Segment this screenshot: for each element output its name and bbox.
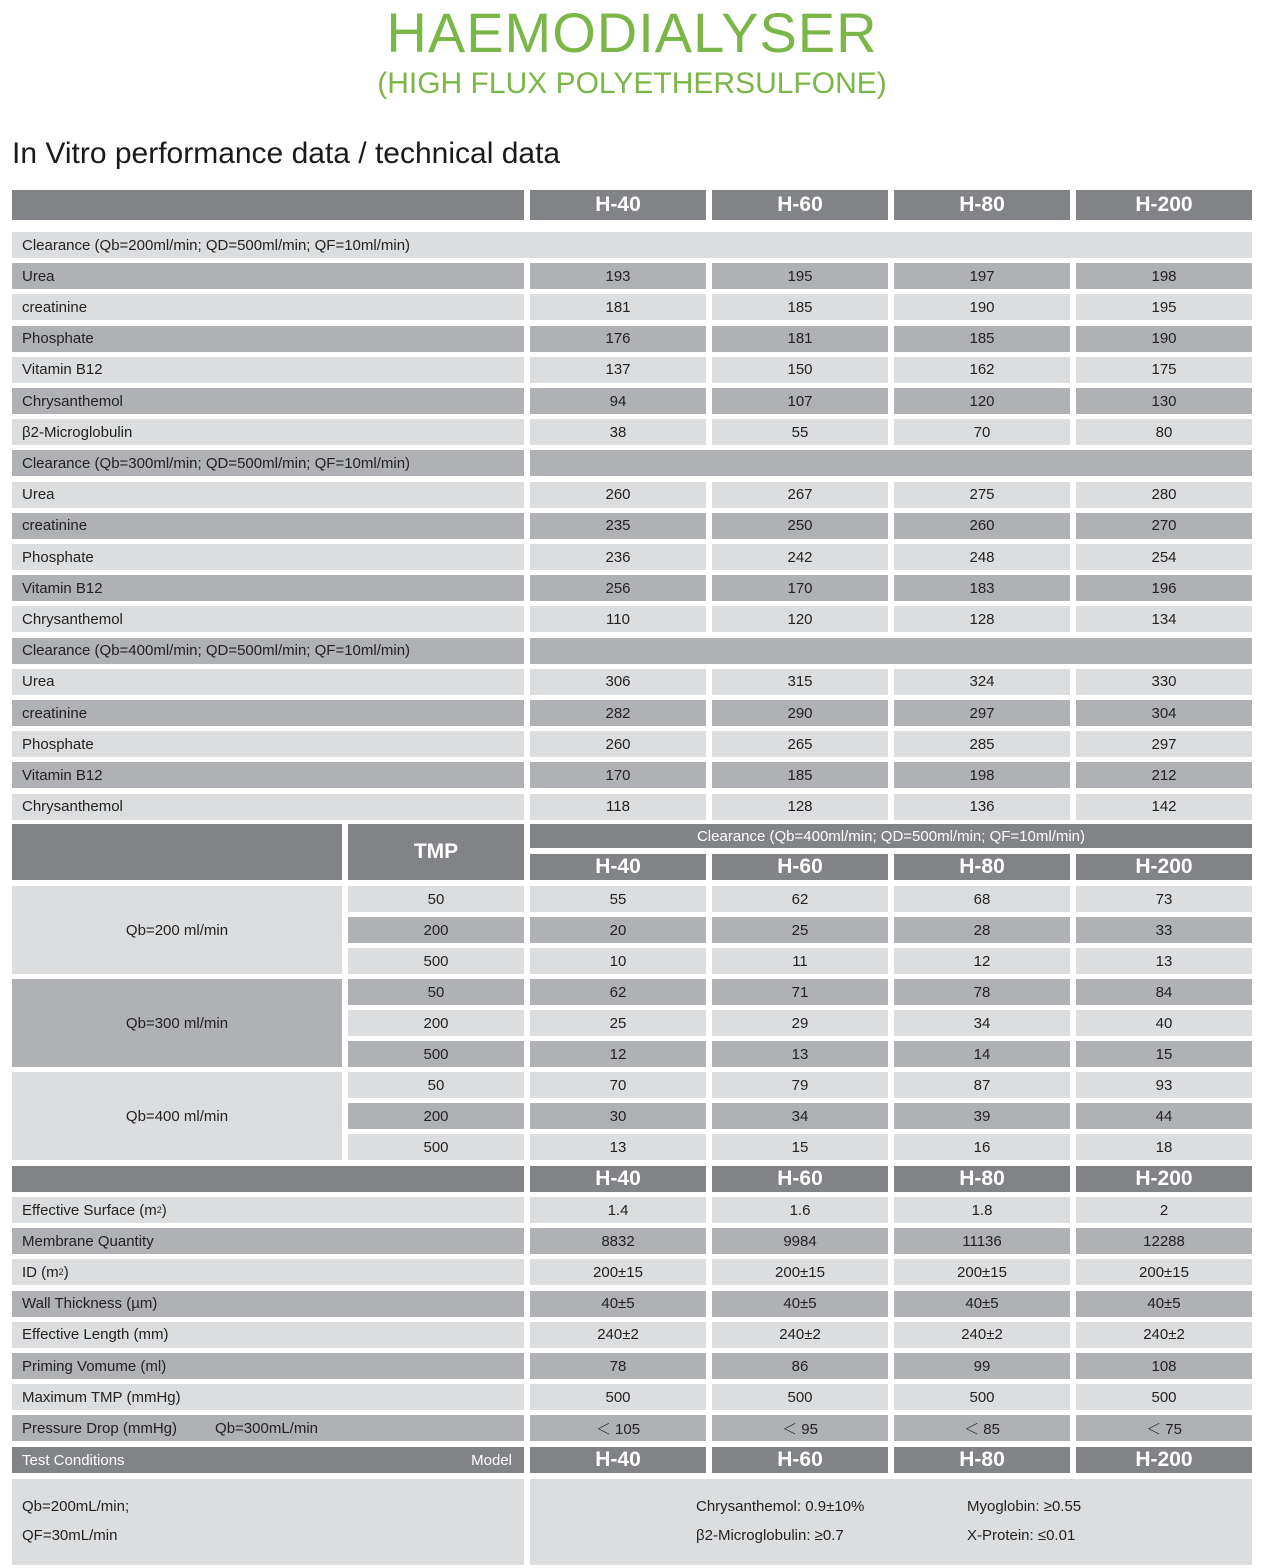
table-cell: 200±15: [530, 1259, 706, 1285]
table-cell: 80: [1076, 419, 1252, 445]
table-cell: 118: [530, 794, 706, 820]
table-cell: 18: [1076, 1134, 1252, 1160]
table-cell: 195: [1076, 294, 1252, 320]
row-label: [12, 1228, 524, 1254]
table-cell: 185: [712, 762, 888, 788]
table-cell: 254: [1076, 544, 1252, 570]
table-cell: 29: [712, 1010, 888, 1036]
table-cell: 40±5: [894, 1291, 1070, 1317]
table-cell: 235: [530, 513, 706, 539]
table-cell: 260: [530, 482, 706, 508]
tmp-value: 500: [348, 1134, 524, 1160]
table-cell: 500: [712, 1384, 888, 1410]
table-cell: 34: [712, 1103, 888, 1129]
table-cell: 190: [894, 294, 1070, 320]
row-label: Urea: [12, 482, 524, 508]
tmp-clearance-header: Clearance (Qb=400ml/min; QD=500ml/min; QF=10ml/min): [530, 824, 1252, 848]
model-header-h-60: H-60: [712, 854, 888, 880]
table-cell: 9984: [712, 1228, 888, 1254]
table-cell: 40±5: [1076, 1291, 1252, 1317]
table-cell: 248: [894, 544, 1070, 570]
row-label-text: Membrane Quantity: [22, 1232, 154, 1250]
table-cell: 34: [894, 1010, 1070, 1036]
tmp-header: TMP: [348, 824, 524, 880]
table-cell: 110: [530, 606, 706, 632]
clearance-group-label: Clearance (Qb=300ml/min; QD=500ml/min; QF=10ml/min): [12, 450, 524, 476]
row-label: Chrysanthemol: [12, 794, 524, 820]
table-cell: 14: [894, 1041, 1070, 1067]
table-cell: 134: [1076, 606, 1252, 632]
table-cell: 142: [1076, 794, 1252, 820]
table-cell: 324: [894, 669, 1070, 695]
row-label: [12, 1322, 524, 1348]
table-cell: 16: [894, 1134, 1070, 1160]
table-cell: 198: [1076, 263, 1252, 289]
table-cell: 62: [712, 886, 888, 912]
table-cell: 175: [1076, 357, 1252, 383]
table-cell: 181: [530, 294, 706, 320]
row-label-text: Priming Vomume (ml): [22, 1357, 167, 1375]
table-cell: 250: [712, 513, 888, 539]
table-cell: 12: [530, 1041, 706, 1067]
row-label: Phosphate: [12, 731, 524, 757]
table-cell: 15: [1076, 1041, 1252, 1067]
table-cell: 330: [1076, 669, 1252, 695]
model-header-h-40: H-40: [530, 854, 706, 880]
table-cell: 240±2: [530, 1322, 706, 1348]
table-cell: 137: [530, 357, 706, 383]
table-cell: 38: [530, 419, 706, 445]
row-label: [12, 1291, 524, 1317]
table-cell: 185: [712, 294, 888, 320]
tmp-value: 200: [348, 1010, 524, 1036]
clearance-group-label: Clearance (Qb=200ml/min; QD=500ml/min; QF=10ml/min): [12, 232, 1252, 258]
section-title: In Vitro performance data / technical data: [12, 137, 561, 170]
row-label-text: ID (m: [22, 1263, 59, 1281]
table-cell: ＜ 75: [1076, 1415, 1252, 1441]
table-cell: 86: [712, 1353, 888, 1379]
row-label: [12, 1415, 524, 1441]
table-cell: 136: [894, 794, 1070, 820]
table-cell: 15: [712, 1134, 888, 1160]
condition-line: Myoglobin: ≥0.55: [967, 1498, 1082, 1515]
table-cell: 30: [530, 1103, 706, 1129]
table-cell: 197: [894, 263, 1070, 289]
table-cell: 12: [894, 948, 1070, 974]
table-cell: 11136: [894, 1228, 1070, 1254]
conditions-box-right: [530, 1479, 1252, 1565]
clearance-group-spacer: [530, 638, 1252, 664]
table-cell: 162: [894, 357, 1070, 383]
table-cell: 40±5: [530, 1291, 706, 1317]
clearance-group-spacer: [530, 450, 1252, 476]
table-cell: 280: [1076, 482, 1252, 508]
table-cell: 93: [1076, 1072, 1252, 1098]
table-cell: 13: [530, 1134, 706, 1160]
table-cell: 198: [894, 762, 1070, 788]
table-cell: 500: [1076, 1384, 1252, 1410]
table-cell: 84: [1076, 979, 1252, 1005]
row-label-text: Pressure Drop (mmHg): [22, 1419, 178, 1437]
table-cell: 40±5: [712, 1291, 888, 1317]
table-cell: 68: [894, 886, 1070, 912]
table-cell: 270: [1076, 513, 1252, 539]
row-label: Urea: [12, 263, 524, 289]
table-cell: 1.6: [712, 1197, 888, 1223]
table-cell: 55: [530, 886, 706, 912]
tmp-value: 50: [348, 886, 524, 912]
tmp-value: 500: [348, 948, 524, 974]
model-header-h-80: H-80: [894, 854, 1070, 880]
header-blank: [12, 1166, 524, 1192]
table-cell: 40: [1076, 1010, 1252, 1036]
model-header-h-40: H-40: [530, 190, 706, 220]
table-cell: 297: [1076, 731, 1252, 757]
row-label: Urea: [12, 669, 524, 695]
table-cell: 500: [894, 1384, 1070, 1410]
row-label: Phosphate: [12, 544, 524, 570]
table-cell: 55: [712, 419, 888, 445]
table-cell: 70: [530, 1072, 706, 1098]
table-cell: 290: [712, 700, 888, 726]
table-cell: 39: [894, 1103, 1070, 1129]
tmp-value: 50: [348, 1072, 524, 1098]
qb-group-label: Qb=200 ml/min: [12, 886, 342, 974]
header-blank: [12, 190, 524, 220]
row-label: Vitamin B12: [12, 762, 524, 788]
model-header-h-200: H-200: [1076, 190, 1252, 220]
table-cell: 10: [530, 948, 706, 974]
table-cell: 200±15: [712, 1259, 888, 1285]
table-cell: 20: [530, 917, 706, 943]
table-cell: 28: [894, 917, 1070, 943]
table-cell: 25: [712, 917, 888, 943]
table-cell: 196: [1076, 575, 1252, 601]
table-cell: 242: [712, 544, 888, 570]
conditions-box-left: [12, 1479, 524, 1565]
row-label-text: Effective Length (mm): [22, 1326, 169, 1344]
table-cell: 79: [712, 1072, 888, 1098]
table-cell: 195: [712, 263, 888, 289]
row-label: creatinine: [12, 513, 524, 539]
model-header-h-200: H-200: [1076, 1447, 1252, 1473]
table-cell: 78: [894, 979, 1070, 1005]
table-cell: 12288: [1076, 1228, 1252, 1254]
table-cell: 62: [530, 979, 706, 1005]
row-label: Vitamin B12: [12, 357, 524, 383]
table-cell: 1.8: [894, 1197, 1070, 1223]
condition-line: X-Protein: ≤0.01: [967, 1527, 1076, 1544]
table-cell: 130: [1076, 388, 1252, 414]
table-cell: 200±15: [894, 1259, 1070, 1285]
table-cell: 1.4: [530, 1197, 706, 1223]
table-cell: 71: [712, 979, 888, 1005]
condition-line: Qb=200mL/min;: [22, 1498, 130, 1515]
tmp-value: 200: [348, 1103, 524, 1129]
row-label: creatinine: [12, 700, 524, 726]
row-label-extra: Qb=300mL/min: [215, 1419, 319, 1437]
row-label: Chrysanthemol: [12, 606, 524, 632]
superscript: 2: [156, 1205, 162, 1215]
table-cell: 107: [712, 388, 888, 414]
table-cell: 260: [894, 513, 1070, 539]
table-cell: ＜ 95: [712, 1415, 888, 1441]
row-label: Phosphate: [12, 326, 524, 352]
table-cell: 108: [1076, 1353, 1252, 1379]
table-cell: 150: [712, 357, 888, 383]
table-cell: 185: [894, 326, 1070, 352]
row-label: [12, 1197, 524, 1223]
table-cell: 267: [712, 482, 888, 508]
table-cell: 70: [894, 419, 1070, 445]
model-header-h-80: H-80: [894, 1447, 1070, 1473]
model-label: Model: [471, 1451, 512, 1469]
table-cell: 170: [530, 762, 706, 788]
table-cell: 315: [712, 669, 888, 695]
clearance-group-label: Clearance (Qb=400ml/min; QD=500ml/min; QF=10ml/min): [12, 638, 524, 664]
table-cell: 8832: [530, 1228, 706, 1254]
table-cell: 181: [712, 326, 888, 352]
model-header-h-60: H-60: [712, 1166, 888, 1192]
model-header-h-60: H-60: [712, 190, 888, 220]
qb-group-label: Qb=300 ml/min: [12, 979, 342, 1067]
table-cell: 78: [530, 1353, 706, 1379]
tmp-value: 200: [348, 917, 524, 943]
condition-line: QF=30mL/min: [22, 1527, 118, 1544]
table-cell: 128: [712, 794, 888, 820]
table-cell: 2: [1076, 1197, 1252, 1223]
model-header-h-80: H-80: [894, 190, 1070, 220]
model-header-h-200: H-200: [1076, 854, 1252, 880]
table-cell: 13: [712, 1041, 888, 1067]
model-header-h-40: H-40: [530, 1447, 706, 1473]
table-cell: 265: [712, 731, 888, 757]
model-header-h-40: H-40: [530, 1166, 706, 1192]
page-title: HAEMODIALYSER: [386, 1, 878, 64]
tmp-value: 500: [348, 1041, 524, 1067]
table-cell: 73: [1076, 886, 1252, 912]
table-cell: 87: [894, 1072, 1070, 1098]
table-cell: 44: [1076, 1103, 1252, 1129]
table-cell: 120: [894, 388, 1070, 414]
table-cell: 190: [1076, 326, 1252, 352]
table-cell: 128: [894, 606, 1070, 632]
row-label: [12, 1384, 524, 1410]
table-cell: 183: [894, 575, 1070, 601]
table-cell: 11: [712, 948, 888, 974]
table-cell: 297: [894, 700, 1070, 726]
qb-group-label: Qb=400 ml/min: [12, 1072, 342, 1160]
row-label-tail: ): [161, 1201, 167, 1219]
table-cell: 193: [530, 263, 706, 289]
table-cell: 176: [530, 326, 706, 352]
row-label-text: Maximum TMP (mmHg): [22, 1388, 181, 1406]
tmp-value: 50: [348, 979, 524, 1005]
table-cell: 500: [530, 1384, 706, 1410]
table-cell: 285: [894, 731, 1070, 757]
table-cell: 99: [894, 1353, 1070, 1379]
model-header-h-80: H-80: [894, 1166, 1070, 1192]
table-cell: 120: [712, 606, 888, 632]
row-label: [12, 1353, 524, 1379]
table-cell: ＜ 105: [530, 1415, 706, 1441]
table-cell: 240±2: [712, 1322, 888, 1348]
row-label-text: Effective Surface (m: [22, 1201, 157, 1219]
table-cell: 94: [530, 388, 706, 414]
table-cell: 260: [530, 731, 706, 757]
table-cell: 275: [894, 482, 1070, 508]
row-label: Vitamin B12: [12, 575, 524, 601]
table-cell: 240±2: [1076, 1322, 1252, 1348]
table-cell: 212: [1076, 762, 1252, 788]
table-cell: ＜ 85: [894, 1415, 1070, 1441]
condition-line: Chrysanthemol: 0.9±10%: [696, 1498, 865, 1515]
condition-line: β2-Microglobulin: ≥0.7: [696, 1527, 844, 1544]
test-conditions-header: [12, 1447, 524, 1473]
table-cell: 13: [1076, 948, 1252, 974]
page-subtitle: (HIGH FLUX POLYETHERSULFONE): [377, 67, 887, 100]
table-cell: 306: [530, 669, 706, 695]
test-conditions-label: Test Conditions: [22, 1451, 125, 1469]
table-cell: 282: [530, 700, 706, 726]
row-label: Chrysanthemol: [12, 388, 524, 414]
table-cell: 304: [1076, 700, 1252, 726]
row-label: β2-Microglobulin: [12, 419, 524, 445]
table-cell: 236: [530, 544, 706, 570]
model-header-h-60: H-60: [712, 1447, 888, 1473]
table-cell: 33: [1076, 917, 1252, 943]
row-label-text: Wall Thickness (µm): [22, 1295, 158, 1313]
table-cell: 240±2: [894, 1322, 1070, 1348]
row-label-tail: ): [63, 1263, 69, 1281]
model-header-h-200: H-200: [1076, 1166, 1252, 1192]
row-label: [12, 1259, 524, 1285]
tmp-header-blank: [12, 824, 342, 880]
table-cell: 25: [530, 1010, 706, 1036]
table-cell: 200±15: [1076, 1259, 1252, 1285]
superscript: 2: [58, 1267, 64, 1278]
row-label: creatinine: [12, 294, 524, 320]
table-cell: 170: [712, 575, 888, 601]
table-cell: 256: [530, 575, 706, 601]
